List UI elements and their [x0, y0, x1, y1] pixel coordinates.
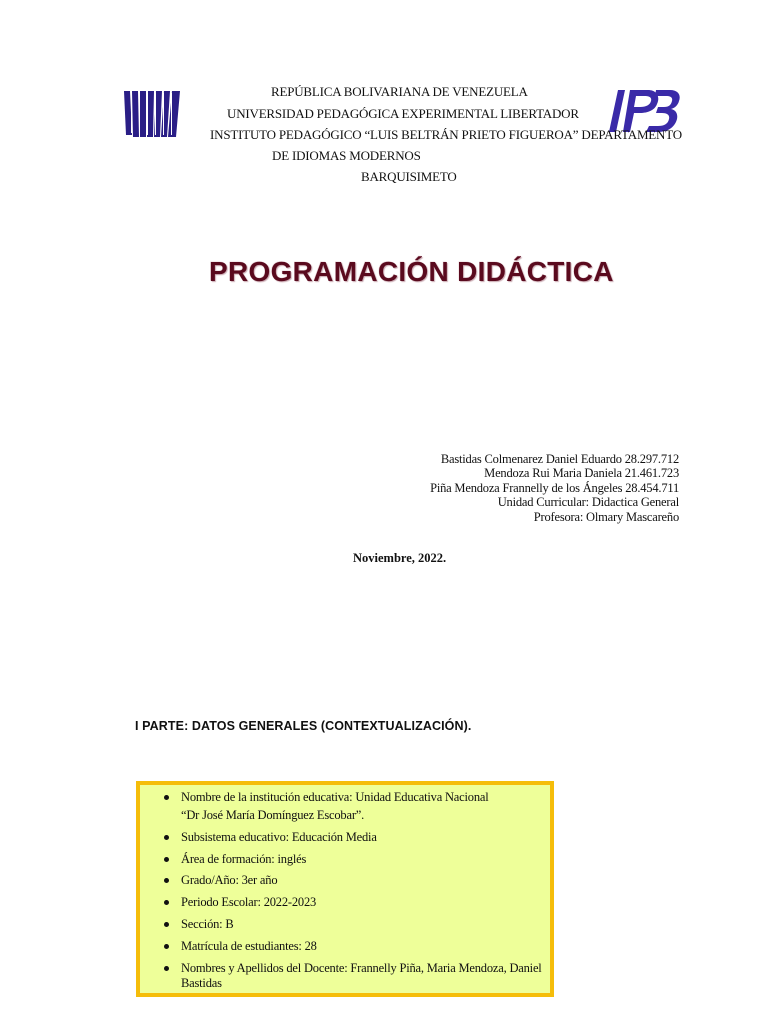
list-item-grade — [140, 874, 550, 887]
document-date: Noviembre, 2022. — [353, 551, 447, 565]
list-item-text: Área de formación: inglés — [181, 851, 307, 866]
list-item-institution — [140, 791, 550, 822]
bullet-icon — [164, 795, 169, 800]
list-item-text: Grado/Año: 3er año — [181, 873, 278, 888]
authors-block — [430, 452, 679, 524]
header-line-ciudad: BARQUISIMETO — [361, 169, 457, 184]
professor-line: Profesora: Olmary Mascareño — [533, 509, 679, 524]
list-item-period — [140, 896, 550, 909]
list-item-text: Periodo Escolar: 2022-2023 — [181, 895, 317, 910]
list-item-continuation: Bastidas — [181, 975, 222, 990]
header-line-instituto: INSTITUTO PEDAGÓGICO “LUIS BELTRÁN PRIETO FIGUEROA” DEPARTAMENTO — [210, 127, 682, 142]
list-item-teachers — [140, 962, 550, 990]
list-item-text: Nombre de la institución educativa: Unidad Educativa Nacional — [181, 790, 489, 804]
curricular-unit-line: Unidad Curricular: Didactica General — [497, 495, 679, 510]
upel-logo-icon — [122, 89, 184, 139]
author-line: Bastidas Colmenarez Daniel Eduardo 28.297.712 — [440, 452, 679, 466]
author-line: Piña Mendoza Frannelly de los Ángeles 28.454.711 — [430, 480, 679, 495]
list-item-continuation: “Dr José María Domínguez Escobar”. — [181, 808, 365, 822]
bullet-icon — [164, 857, 169, 862]
author-line: Mendoza Rui Maria Daniela 21.461.723 — [484, 466, 679, 481]
list-item-text: Nombres y Apellidos del Docente: Frannelly Piña, Maria Mendoza, Daniel — [181, 960, 542, 975]
list-item-section — [140, 918, 550, 931]
list-item-text: Sección: B — [181, 916, 234, 931]
bullet-icon — [164, 900, 169, 905]
section-heading: I PARTE: DATOS GENERALES (CONTEXTUALIZACIÓN). — [135, 719, 472, 733]
list-item-subsystem — [140, 831, 550, 844]
bullet-icon — [164, 878, 169, 883]
list-item-text: Subsistema educativo: Educación Media — [181, 829, 377, 844]
bullet-icon — [164, 835, 169, 840]
general-data-list — [140, 791, 550, 998]
bullet-icon — [164, 944, 169, 949]
list-item-enrollment — [140, 940, 550, 953]
header-line-departamento: DE IDIOMAS MODERNOS — [272, 148, 421, 163]
bullet-icon — [164, 922, 169, 927]
general-data-box — [136, 781, 554, 997]
list-item-text: Matrícula de estudiantes: 28 — [181, 938, 317, 953]
document-title: PROGRAMACIÓN DIDÁCTICA — [209, 256, 614, 287]
list-item-area — [140, 853, 550, 866]
header-line-universidad: UNIVERSIDAD PEDAGÓGICA EXPERIMENTAL LIBERTADOR — [227, 106, 579, 121]
bullet-icon — [164, 966, 169, 971]
header-line-republica: REPÚBLICA BOLIVARIANA DE VENEZUELA — [271, 84, 528, 99]
